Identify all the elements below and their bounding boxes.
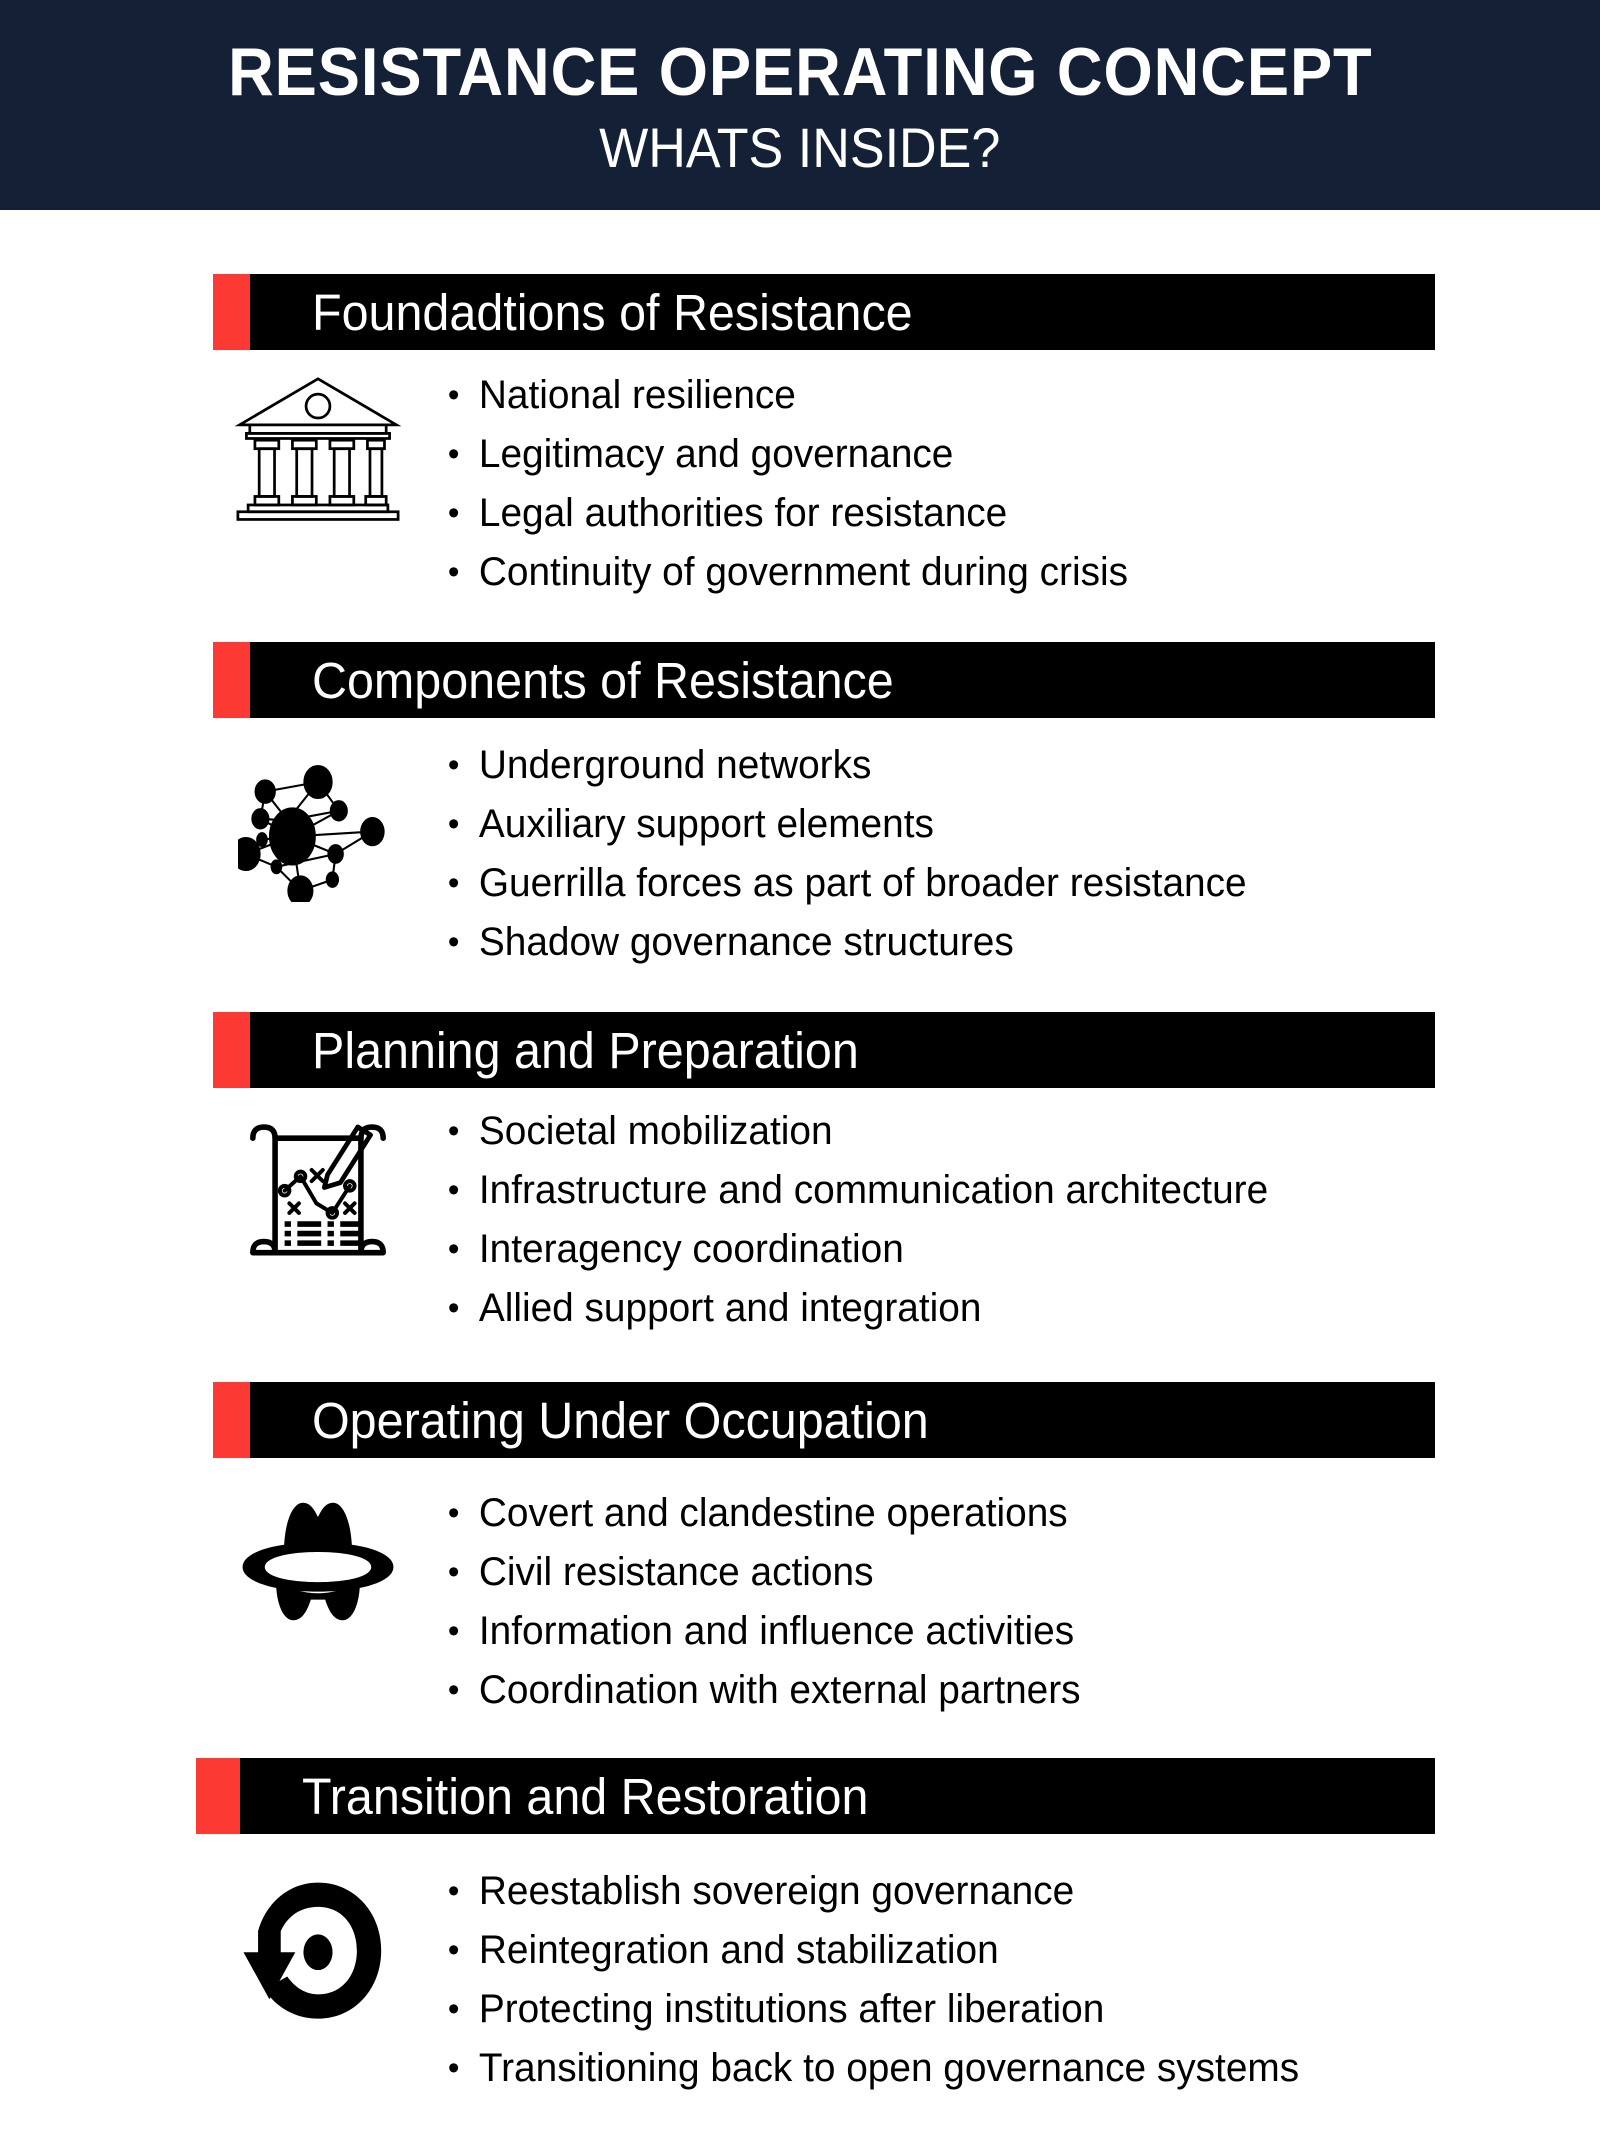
bullet-list — [420, 1102, 1600, 1338]
section-transition-and-restoration — [0, 1720, 1600, 2098]
blueprint-plan-icon — [215, 1102, 420, 1263]
restore-circular-arrow-icon — [215, 1862, 420, 2030]
section-title-bar — [250, 642, 1435, 718]
list-item: • Continuity of government during crisis — [442, 543, 1565, 602]
page-header — [0, 0, 1600, 210]
list-item: • Civil resistance actions — [442, 1543, 1565, 1602]
sections-container — [0, 210, 1600, 2098]
section-content — [0, 1088, 1600, 1338]
section-operating-under-occupation — [0, 1338, 1600, 1720]
list-item: • Reestablish sovereign governance — [442, 1862, 1565, 1921]
list-item: • Allied support and integration — [442, 1279, 1565, 1338]
section-header-bar — [196, 1758, 1435, 1834]
list-item: • Underground networks — [442, 736, 1565, 795]
incognito-spy-icon — [215, 1484, 420, 1625]
section-title-bar — [250, 1012, 1435, 1088]
section-title: Foundadtions of Resistance — [312, 283, 913, 341]
section-title-bar — [240, 1758, 1435, 1834]
bullet-list — [420, 736, 1600, 972]
list-item: • Legal authorities for resistance — [442, 484, 1565, 543]
list-item: • Interagency coordination — [442, 1220, 1565, 1279]
section-title-bar — [250, 1382, 1435, 1458]
red-accent-tab — [213, 642, 250, 718]
network-nodes-icon — [215, 736, 420, 902]
section-title: Components of Resistance — [312, 651, 894, 709]
section-title: Planning and Preparation — [312, 1021, 859, 1079]
bullet-list — [420, 1862, 1600, 2098]
list-item: • Information and influence activities — [442, 1602, 1565, 1661]
list-item: • Legitimacy and governance — [442, 425, 1565, 484]
list-item: • National resilience — [442, 366, 1565, 425]
section-content — [0, 1834, 1600, 2098]
list-item: • Societal mobilization — [442, 1102, 1565, 1161]
section-title-bar — [250, 274, 1435, 350]
section-content — [0, 718, 1600, 972]
section-header-bar — [213, 1382, 1435, 1458]
bullet-list — [420, 1484, 1600, 1720]
section-title: Transition and Restoration — [302, 1767, 869, 1825]
section-content — [0, 1458, 1600, 1720]
list-item: • Coordination with external partners — [442, 1661, 1565, 1720]
red-accent-tab — [213, 1382, 250, 1458]
page-subtitle: WHATS INSIDE? — [599, 116, 1001, 179]
section-foundations-of-resistance — [0, 210, 1600, 602]
red-accent-tab — [213, 1012, 250, 1088]
section-header-bar — [213, 642, 1435, 718]
section-header-bar — [213, 1012, 1435, 1088]
list-item: • Transitioning back to open governance systems — [442, 2039, 1565, 2098]
page-title: RESISTANCE OPERATING CONCEPT — [227, 34, 1373, 110]
section-components-of-resistance — [0, 602, 1600, 972]
bullet-list — [420, 366, 1600, 602]
list-item: • Reintegration and stabilization — [442, 1921, 1565, 1980]
section-planning-and-preparation — [0, 972, 1600, 1338]
section-content — [0, 350, 1600, 602]
red-accent-tab — [213, 274, 250, 350]
list-item: • Shadow governance structures — [442, 913, 1565, 972]
list-item: • Auxiliary support elements — [442, 795, 1565, 854]
red-accent-tab — [196, 1758, 240, 1834]
list-item: • Infrastructure and communication architecture — [442, 1161, 1565, 1220]
section-header-bar — [213, 274, 1435, 350]
list-item: • Protecting institutions after liberation — [442, 1980, 1565, 2039]
section-title: Operating Under Occupation — [312, 1391, 929, 1449]
list-item: • Covert and clandestine operations — [442, 1484, 1565, 1543]
bank-building-icon — [215, 366, 420, 522]
list-item: • Guerrilla forces as part of broader resistance — [442, 854, 1565, 913]
